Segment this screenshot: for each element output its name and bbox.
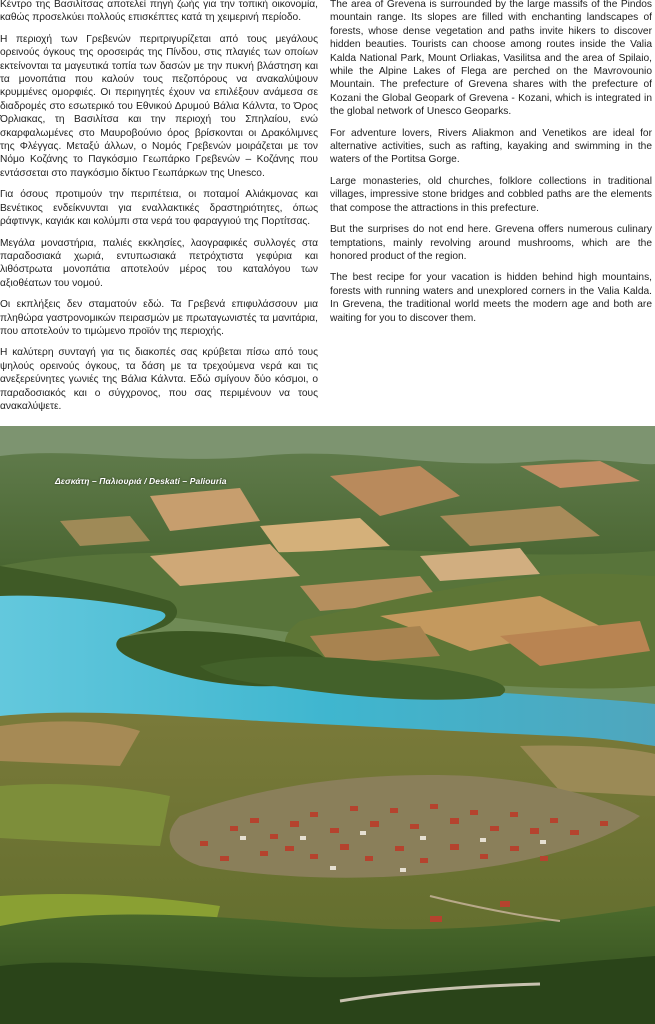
english-paragraph: Large monasteries, old churches, folklore collections in traditional villages, impressive stone bridges and cobbled paths are the elements that compose the attractions in this prefecture.	[330, 175, 652, 214]
landscape-photo	[0, 426, 655, 1024]
photo-caption: Δεσκάτη – Παλιουριά / Deskati – Paliouria	[55, 476, 227, 486]
english-paragraph: But the surprises do not end here. Grevena offers numerous culinary temptations, mainly revolving around mushrooms, which are the honored product of the region.	[330, 224, 652, 262]
english-paragraph: The area of Grevena is surrounded by the large massifs of the Pindos mountain range. Its slopes are filled with enchanting landscapes of forests, whose dense vegetation and paths invite hikers to discover hidden beauties. Tourists can choose among routes inside the Valia Kalda National Park, Mount Orliakas, Vasilitsa and the area of Spilaio, while the Alpine Lakes of Flega are perched on the Mavrovounio Mountain. The prefecture of Grevena shares with the prefecture of Kozani the Global Geopark of Grevena - Kozani, which is integrated in the global network of Unesco Geoparks.	[330, 0, 652, 118]
greek-paragraph: Μεγάλα μοναστήρια, παλιές εκκλησίες, λαογραφικές συλλογές στα παραδοσιακά χωριά, εντυπωσιακά πετρόχτιστα γεφύρια και λιθόστρωτα μονοπάτια αποτελούν μέρος του καταλόγου των αξιοθέατων του νομού.	[0, 237, 318, 289]
greek-paragraph: Για όσους προτιμούν την περιπέτεια, οι ποταμοί Αλιάκμονας και Βενέτικος ενδείκνυνται για εναλλακτικές δραστηριότητες, όπως ράφτινγκ, καγιάκ και κολύμπι στα νερά του φαραγγιού της Πορτίτσας.	[0, 189, 318, 228]
greek-paragraph: Η περιοχή των Γρεβενών περιτριγυρίζεται από τους μεγάλους ορεινούς όγκους της οροσειράς της Πίνδου, στις πλαγιές των οποίων εκτείνονται τα μαγευτικά τοπία των δασών με την πυκνή βλάστηση και τα μονοπάτια που καλούν τους πεζοπόρους να ανακαλύψουν κρυμμένες ομορφιές. Οι περιηγητές έχουν να επιλέξουν ανάμεσα σε διαδρομές στο εσωτερικό του Εθνικού Δρυμού Βάλια Κάλντα, το Όρος Όρλιακας, τη Βασιλίτσα και την περιοχή του Σπηλαίου, ενώ σκαρφαλωμένες στο Μαυροβούνιο όρος βρίσκονται οι Δρακόλιμνες της Φλέγγας. Μεταξύ άλλων, ο Νομός Γρεβενών μοιράζεται με τον Νόμο Κοζάνης το Παγκόσμιο Γεωπάρκο Γρεβενών – Κοζάνης που εντάσσεται στο παγκόσμιο δίκτυο Γεωπάρκων της Unesco.	[0, 33, 318, 179]
lake-village-illustration	[0, 426, 655, 1024]
greek-paragraph: Η καλύτερη συνταγή για τις διακοπές σας κρύβεται πίσω από τους ψηλούς ορεινούς όγκους, τα δάση με τα τρεχούμενα νερά και τις ανεξερεύνητες γωνιές της Βάλια Κάλντα. Εδώ σμίγουν δύο κόσμοι, ο παραδοσιακός και ο σύγχρονος, που σας περιμένουν να τους ανακαλύψετε.	[0, 347, 318, 412]
article-text	[0, 0, 655, 426]
english-paragraph: For adventure lovers, Rivers Aliakmon and Venetikos are ideal for alternative activities, such as rafting, kayaking and swimming in the waters of the Portitsa Gorge.	[330, 127, 652, 166]
greek-paragraph: Κέντρο της Βασιλίτσας αποτελεί πηγή ζωής για την τοπική οικονομία, καθώς προσελκύει πολλούς επισκέπτες κατά τη χειμερινή περίοδο.	[0, 0, 318, 24]
english-paragraph: The best recipe for your vacation is hidden behind high mountains, forests with running waters and unexplored corners in the Valia Kalda. In Grevena, the traditional world meets the modern age and both are waiting for you to discover them.	[330, 272, 652, 324]
greek-text-column	[0, 0, 318, 421]
english-text-column	[330, 0, 652, 333]
greek-paragraph: Οι εκπλήξεις δεν σταματούν εδώ. Τα Γρεβενά επιφυλάσσουν μια πληθώρα γαστρονομικών πειρασμών με πρωταγωνιστές τα μανιτάρια, που αποτελούν το τιμώμενο προϊόν της περιοχής.	[0, 299, 318, 337]
